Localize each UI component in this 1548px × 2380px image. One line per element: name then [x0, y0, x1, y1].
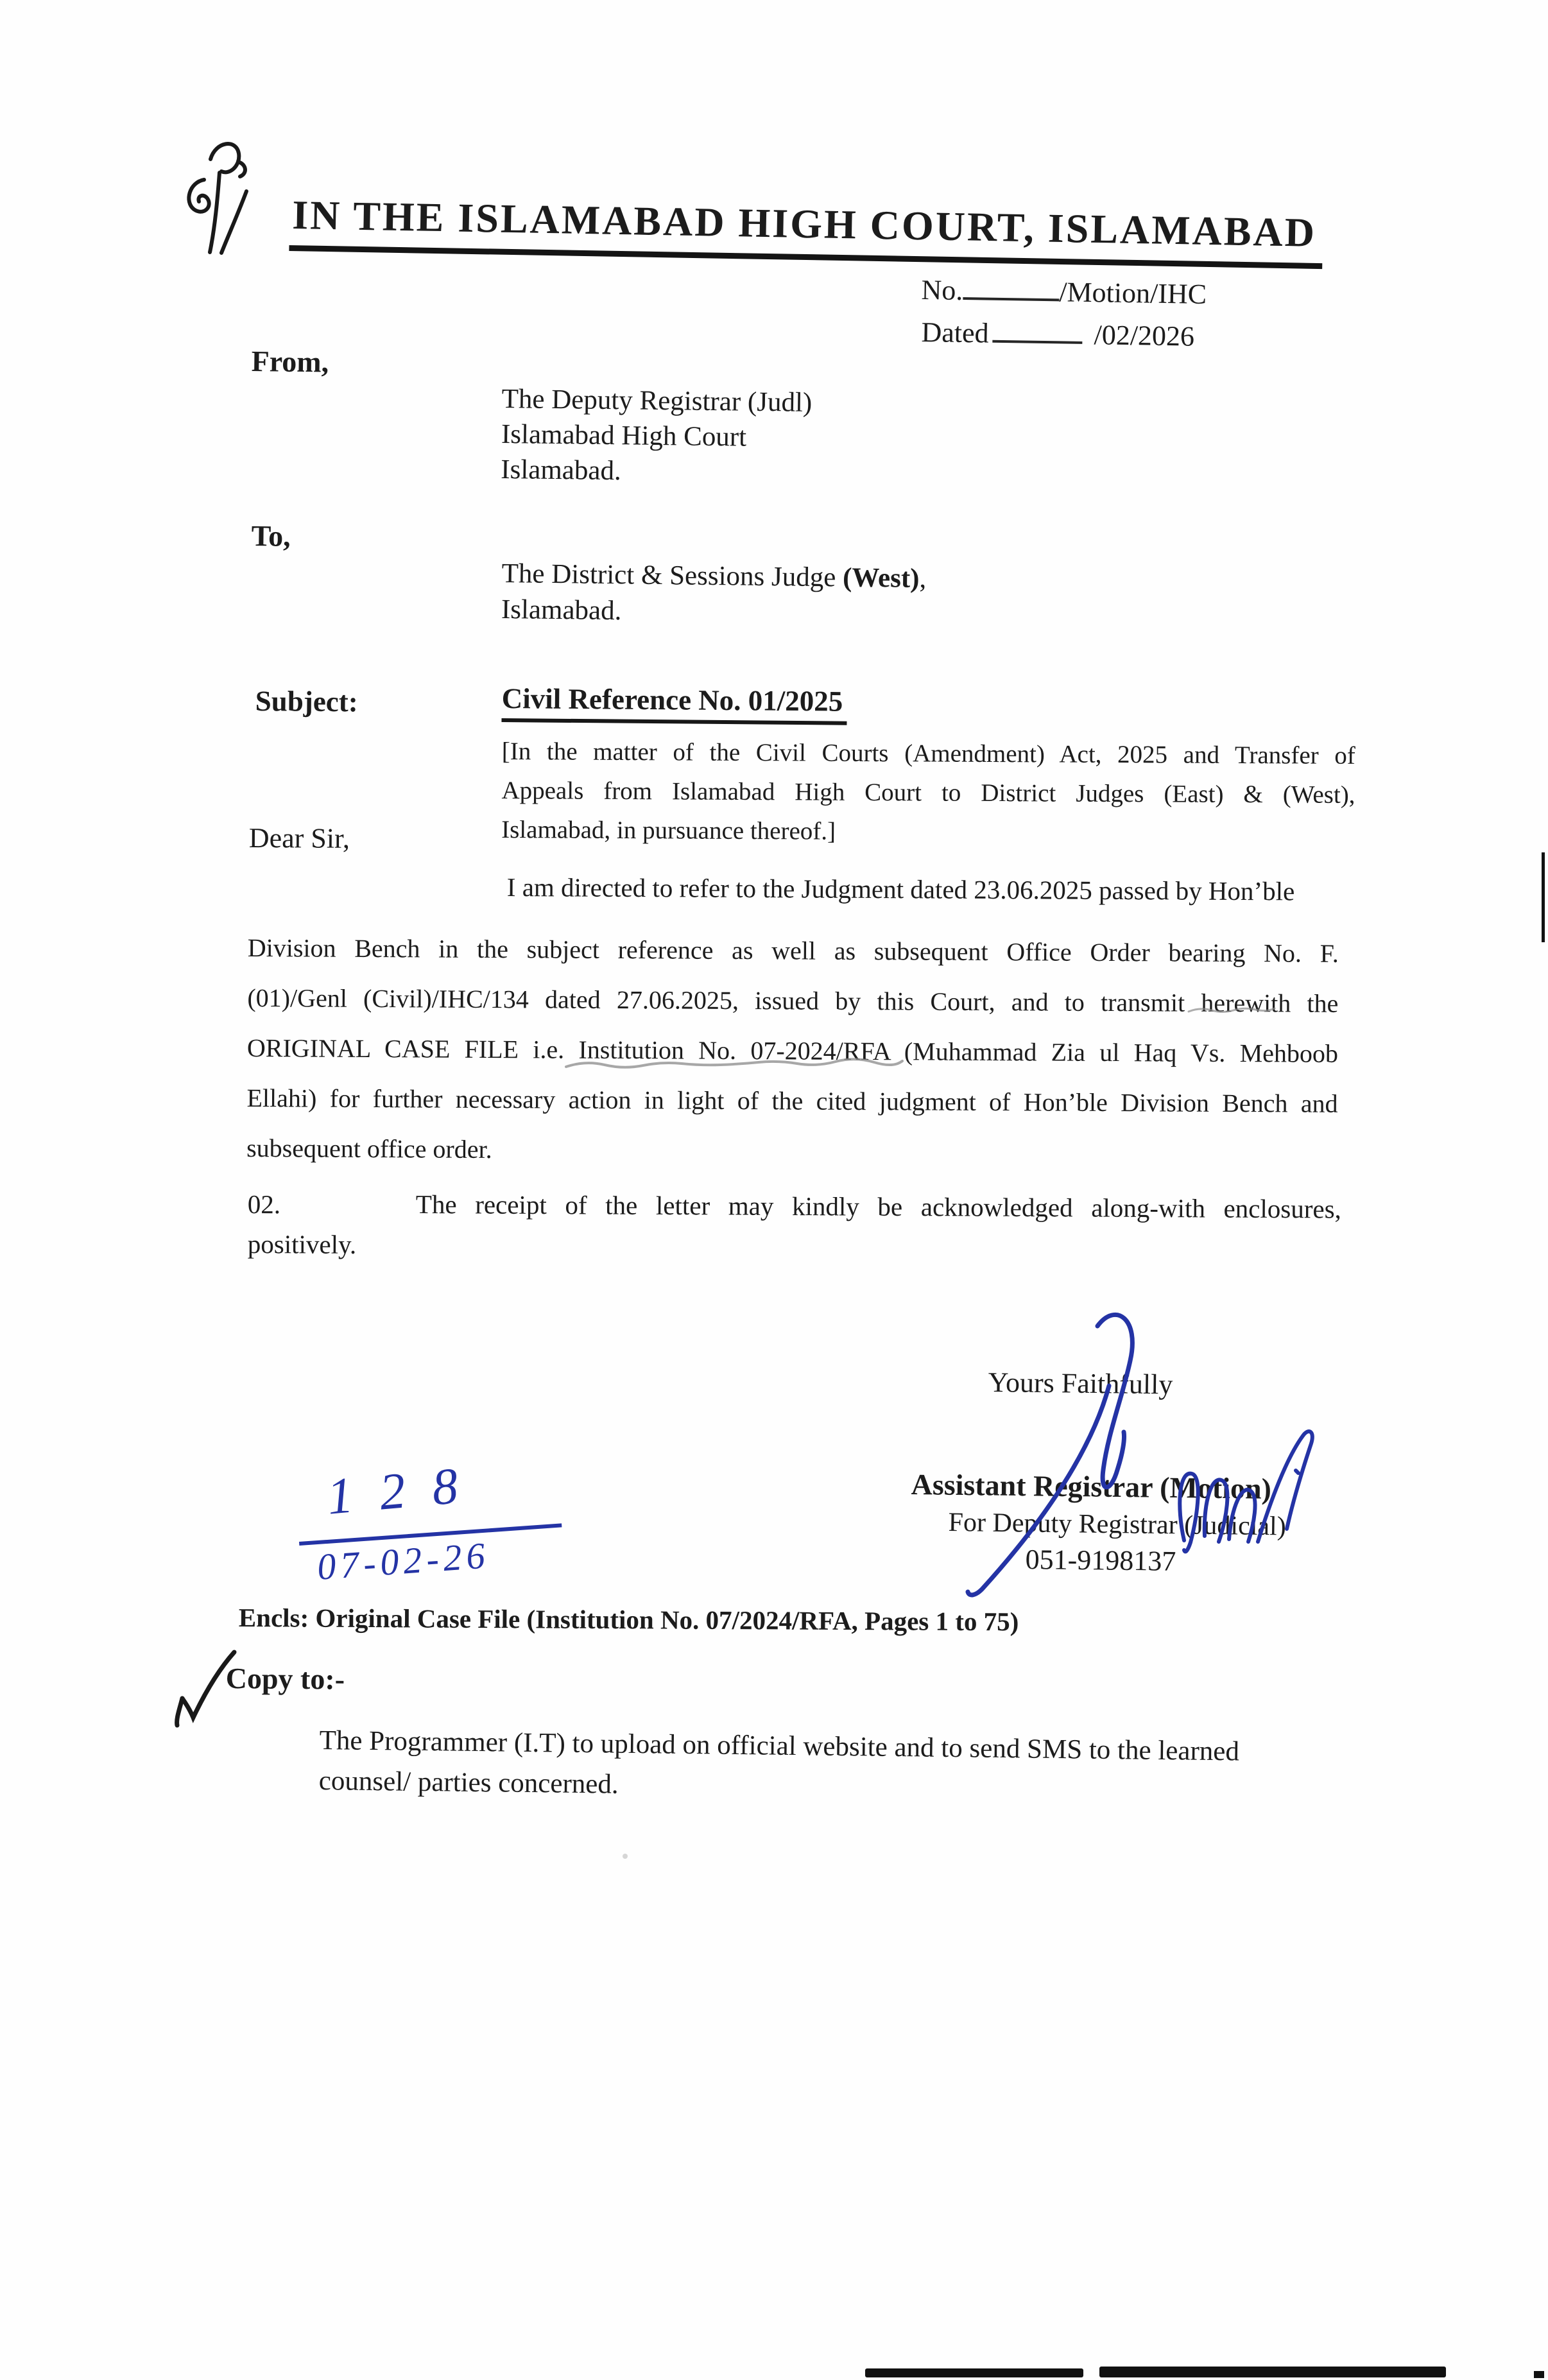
copy-to-line: counsel/ parties concerned. — [318, 1765, 619, 1800]
body-line: (01)/Genl (Civil)/IHC/134 dated 27.06.2025, issued by this Court, and to transmit herewith the — [247, 983, 1339, 1018]
scan-artifact-bottom-bar — [1099, 2367, 1446, 2377]
to-address-line: Islamabad. — [501, 594, 622, 626]
signature-ink-main — [918, 1306, 1174, 1607]
scan-dot-artifact — [623, 1854, 628, 1859]
to-address-line: The District & Sessions Judge (West), — [501, 558, 927, 594]
ref-no-blank — [963, 273, 1060, 301]
from-address-line: Islamabad. — [501, 454, 622, 487]
closing-for-line: For Deputy Registrar (Judicial) — [948, 1508, 1286, 1542]
subject-description-line: [In the matter of the Civil Courts (Amendment) Act, 2025 and Transfer of — [501, 737, 1355, 770]
from-address-line: Islamabad High Court — [501, 418, 747, 453]
copy-to-body — [318, 1720, 1239, 1813]
subject-description — [501, 732, 1355, 854]
to-address — [501, 556, 927, 633]
subject-description-line: Islamabad, in pursuance thereof.] — [501, 815, 836, 845]
to-address-west: (West) — [842, 562, 920, 594]
copy-to-label: Copy to:- — [225, 1662, 345, 1696]
scan-artifact-bottom-bar — [1534, 2371, 1544, 2378]
scan-artifact-bottom-bar — [865, 2368, 1083, 2377]
subject-label: Subject: — [255, 685, 358, 718]
ref-no-row — [921, 272, 1207, 311]
subject-title — [502, 682, 847, 718]
initials-ink-mark — [181, 136, 271, 261]
ref-no-value: /Motion/IHC — [1058, 276, 1207, 310]
ref-dated-value: /02/2026 — [1094, 319, 1195, 352]
ref-dated-label: Dated — [921, 316, 990, 349]
para2-number: 02. — [247, 1189, 281, 1220]
body-last-line: subsequent office order. — [246, 1133, 492, 1164]
body-line: ORIGINAL CASE FILE i.e. Institution No. 07-2024/RFA (Muhammad Zia ul Haq Vs. Mehboob — [246, 1033, 1339, 1068]
signature-ink-secondary — [1165, 1409, 1325, 1595]
subject-description-line: Appeals from Islamabad High Court to District Judges (East) & (West), — [501, 776, 1355, 809]
court-title-text: IN THE ISLAMABAD HIGH COURT, ISLAMABAD — [289, 192, 1323, 269]
from-label: From, — [251, 344, 329, 379]
diary-number-handwritten: 128 — [325, 1455, 487, 1526]
pencil-underline-institution — [565, 1058, 905, 1072]
para2-line1: The receipt of the letter may kindly be acknowledged along-with enclosures, — [415, 1189, 1341, 1224]
subject-title-text: Civil Reference No. 01/2025 — [501, 682, 847, 725]
copy-to-line: The Programmer (I.T) to upload on official website and to send SMS to the learned — [319, 1725, 1240, 1767]
from-address — [501, 381, 813, 491]
ref-dated-blank — [992, 316, 1083, 344]
closing-valediction: Yours Faithfully — [988, 1367, 1173, 1401]
ref-dated-row — [921, 315, 1194, 353]
enclosures-line: Encls: Original Case File (Institution No. 07/2024/RFA, Pages 1 to 75) — [238, 1603, 1019, 1637]
closing-designation: Assistant Registrar (Motion) — [911, 1468, 1272, 1505]
pencil-underline-transmit — [1187, 1005, 1277, 1015]
body-line: Ellahi) for further necessary action in light of the cited judgment of Hon’ble Division Bench and — [246, 1083, 1338, 1118]
body-line: Division Bench in the subject reference as well as subsequent Office Order bearing No. F. — [247, 933, 1339, 968]
closing-phone: 051-9198137 — [1025, 1544, 1176, 1577]
salutation: Dear Sir, — [248, 822, 350, 854]
from-address-line: The Deputy Registrar (Judl) — [501, 383, 813, 418]
scan-artifact-vertical-line — [1542, 852, 1545, 942]
ref-no-label: No. — [921, 273, 963, 307]
to-label: To, — [251, 519, 291, 553]
para2-line2: positively. — [247, 1229, 357, 1259]
diary-date-handwritten: 07-02-26 — [316, 1534, 491, 1588]
body-first-line: I am directed to refer to the Judgment dated 23.06.2025 passed by Hon’ble — [506, 872, 1295, 906]
court-title — [289, 191, 1323, 257]
body-paragraph — [246, 923, 1339, 1179]
